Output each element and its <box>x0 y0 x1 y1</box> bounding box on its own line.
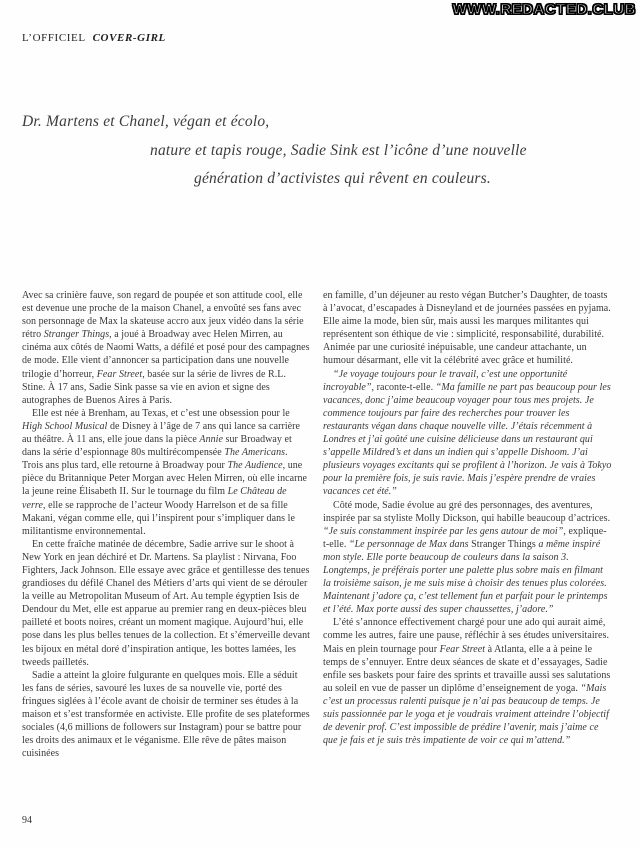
italic-text-segment: Fear Street <box>439 643 486 655</box>
text-segment: Avec sa crinière fauve, son regard de poupée et son attitude cool, elle est devenue une proche de la maison Chanel, a envoûté ses fans avec son personnage de Max la skateuse accro aux jeux vidéo dans la série rétro <box>22 290 304 341</box>
headline-line-2: nature et tapis rouge, Sadie Sink est l’icône d’une nouvelle <box>150 141 527 159</box>
text-segment: , raconte-t-elle. <box>371 381 436 393</box>
headline-line-3: génération d’activistes qui rêvent en couleurs. <box>194 170 491 187</box>
text-segment: Côté mode, Sadie évolue au gré des personnages, des aventures, inspirée par sa styliste Molly Dickson, qui habille beaucoup d’actrices. <box>323 499 611 524</box>
text-segment: Sadie a atteint la gloire fulgurante en quelques mois. Elle a séduit les fans de séries, savouré les luxes de sa nouvelle vie, porté des fringues siglées à l’école avant de choisir de terminer ses études à la maison et s’est transformée en activiste. Elle profite de ses plateformes sociales (4,6 millions de followers sur Instagram) pour se battre pour les droits des animaux et le véganisme. Elle rêve de pâtes maison cuisinées <box>22 669 310 760</box>
italic-text-segment: “Le personnage de Max dans <box>348 538 472 550</box>
article-paragraph <box>323 499 612 617</box>
headline <box>22 108 608 194</box>
masthead-section: COVER-GIRL <box>92 32 166 44</box>
text-segment: en famille, d’un déjeuner au resto végan Butcher’s Daughter, de toasts à l’avocat, d’escapades à Disneyland et de journées passées en pyjama. Elle aime la mode, bien sûr, mais aussi les marques militantes qui représentent son éthique de vie : simplicité, responsabilité, durabilité. Animée par une curiosité inépuisable, une candeur attachante, un humour désarmant, elle vit la célébrité avec grâce et humilité. <box>323 290 611 367</box>
text-segment: . Trois ans plus tard, elle retourne à Broadway pour <box>22 447 288 472</box>
italic-text-segment: Fear Street <box>96 368 143 380</box>
italic-text-segment: High School Musical <box>22 420 108 432</box>
headline-line-1: Dr. Martens et Chanel, végan et écolo, <box>22 113 270 130</box>
italic-text-segment: The Audience <box>227 460 283 472</box>
text-segment: Elle est née à Brenham, au Texas, et c’est une obsession pour le <box>32 407 290 419</box>
text-segment: de Disney à l’âge de 7 ans qui lance sa carrière au théâtre. À 11 ans, elle joue dans la pièce <box>22 420 301 446</box>
watermark-text: WWW.REDACTED.CLUB <box>452 1 636 18</box>
article-paragraph <box>22 407 311 538</box>
article-paragraph <box>323 616 612 747</box>
page-number: 94 <box>22 815 32 826</box>
text-segment: L’été s’annonce effectivement chargé pour une ado qui aurait aimé, comme les autres, faire une pause, réfléchir à ses études universitaires. Mais en plein tournage pour <box>323 617 610 655</box>
article-paragraph <box>22 289 311 407</box>
text-segment: Stranger Things <box>471 538 536 550</box>
italic-text-segment: Annie <box>199 434 223 446</box>
text-segment: , explique-t-elle. <box>323 525 607 550</box>
text-segment: , a joué à Broadway avec Helen Mirren, au cinéma aux côtés de Naomi Watts, a défilé et posé pour des campagnes de mode. Elle vient d’annoncer sa participation dans une nouvelle trilogie d’horreur, <box>22 329 310 380</box>
text-segment: , une pièce du Britannique Peter Morgan avec Helen Mirren, où elle incarne la jeune reine Élisabeth II. Sur le tournage du film <box>22 460 308 498</box>
article-column-left <box>22 289 311 760</box>
article-paragraph <box>323 368 612 499</box>
italic-text-segment: “Je suis constamment inspirée par les gens autour de moi” <box>323 525 564 537</box>
text-segment: à Atlanta, elle a à peine le temps de s’ennuyer. Entre deux séances de skate et d’essayages, Sadie enfile ses baskets pour faire des sprints et travaille aussi ses salutations au soleil en vue de passer un diplôme d’enseignement de yoga. <box>323 643 611 694</box>
text-segment: En cette fraîche matinée de décembre, Sadie arrive sur le shoot à New York en jean déchiré et Dr. Martens. Sa playlist : Nirvana, Foo Fighters, Jack Johnson. Elle essaye avec grâce et gentillesse des tenues grandioses du défilé Chanel des Métiers d’arts qui vient de se dérouler la veille au Metropolitan Museum of Art. Au temple égyptien Isis de Dendour du Met, elle est apparue au premier rang en deux-pièces bleu pailleté et boots noires, créant un moment magique. Aujourd’hui, elle pose dans les plus belles tenues de la collection. Et s’émerveille devant les bijoux en métal doré d’inspiration antique, les bottes lamées, les tweeds pailletés. <box>22 538 311 668</box>
italic-text-segment: a même inspiré mon style. Elle porte beaucoup de couleurs dans la saison 3. Longtemps, je préférais porter une palette plus sobre mais en filmant la troisième saison, je me suis mise à choisir des tenues plus colorées. Maintenant j’adore ça, c’est tellement fun et parfait pour le printemps et l’été. Max porte aussi des super chaussettes, j’adore.” <box>323 538 608 616</box>
italic-text-segment: Le Château de verre <box>22 486 287 511</box>
article-body <box>22 289 612 760</box>
article-paragraph <box>22 538 311 669</box>
masthead <box>22 32 166 44</box>
masthead-brand: L’OFFICIEL <box>22 32 86 44</box>
article-column-right <box>323 289 612 760</box>
italic-text-segment: Stranger Things <box>43 329 110 341</box>
text-segment: sur Broadway et dans la série d’espionnage 80s multirécompensée <box>22 434 292 459</box>
article-paragraph <box>323 289 612 368</box>
article-paragraph <box>22 669 311 761</box>
text-segment: , elle se rapproche de l’acteur Woody Harrelson et de sa fille Makani, végan comme elle, qui l’inspirent pour s’impliquer dans le militantisme environnemental. <box>22 499 295 537</box>
italic-text-segment: The Americans <box>224 447 286 459</box>
italic-text-segment: “Ma famille ne part pas beaucoup pour les vacances, donc j’aime beaucoup voyager pour tous mes projets. Je commence toujours par faire des recherches pour trouver les restaurants végan dans chaque nouvelle ville. J’étais récemment à Londres et j’ai goûté une cuisine délicieuse dans un restaurant qui s’appelle Mildred’s et dans un indien qui s’appelle Dishoom. J’ai plusieurs voyages excitants qui se profilent à l’horizon. Je vais à Tokyo pour la première fois, je suis ravie. Mais j’espère prendre de vraies vacances cet été.” <box>323 381 612 498</box>
text-segment: , basée sur la série de livres de R.L. Stine. À 17 ans, Sadie Sink passe sa vie en avion et signe des autographes de Buenos Aires à Paris. <box>22 368 286 406</box>
italic-text-segment: “Mais c’est un processus ralenti puisque je n’ai pas beaucoup de temps. Je suis passionnée par le yoga et je voudrais vraiment atteindre l’objectif de devenir prof. C’est impossible de prédire l’avenir, mais j’aime ce que je fais et je suis très impatiente de voir ce qui m’attend.” <box>323 682 609 747</box>
italic-text-segment: “Je voyage toujours pour le travail, c’est une opportunité incroyable” <box>323 368 568 393</box>
